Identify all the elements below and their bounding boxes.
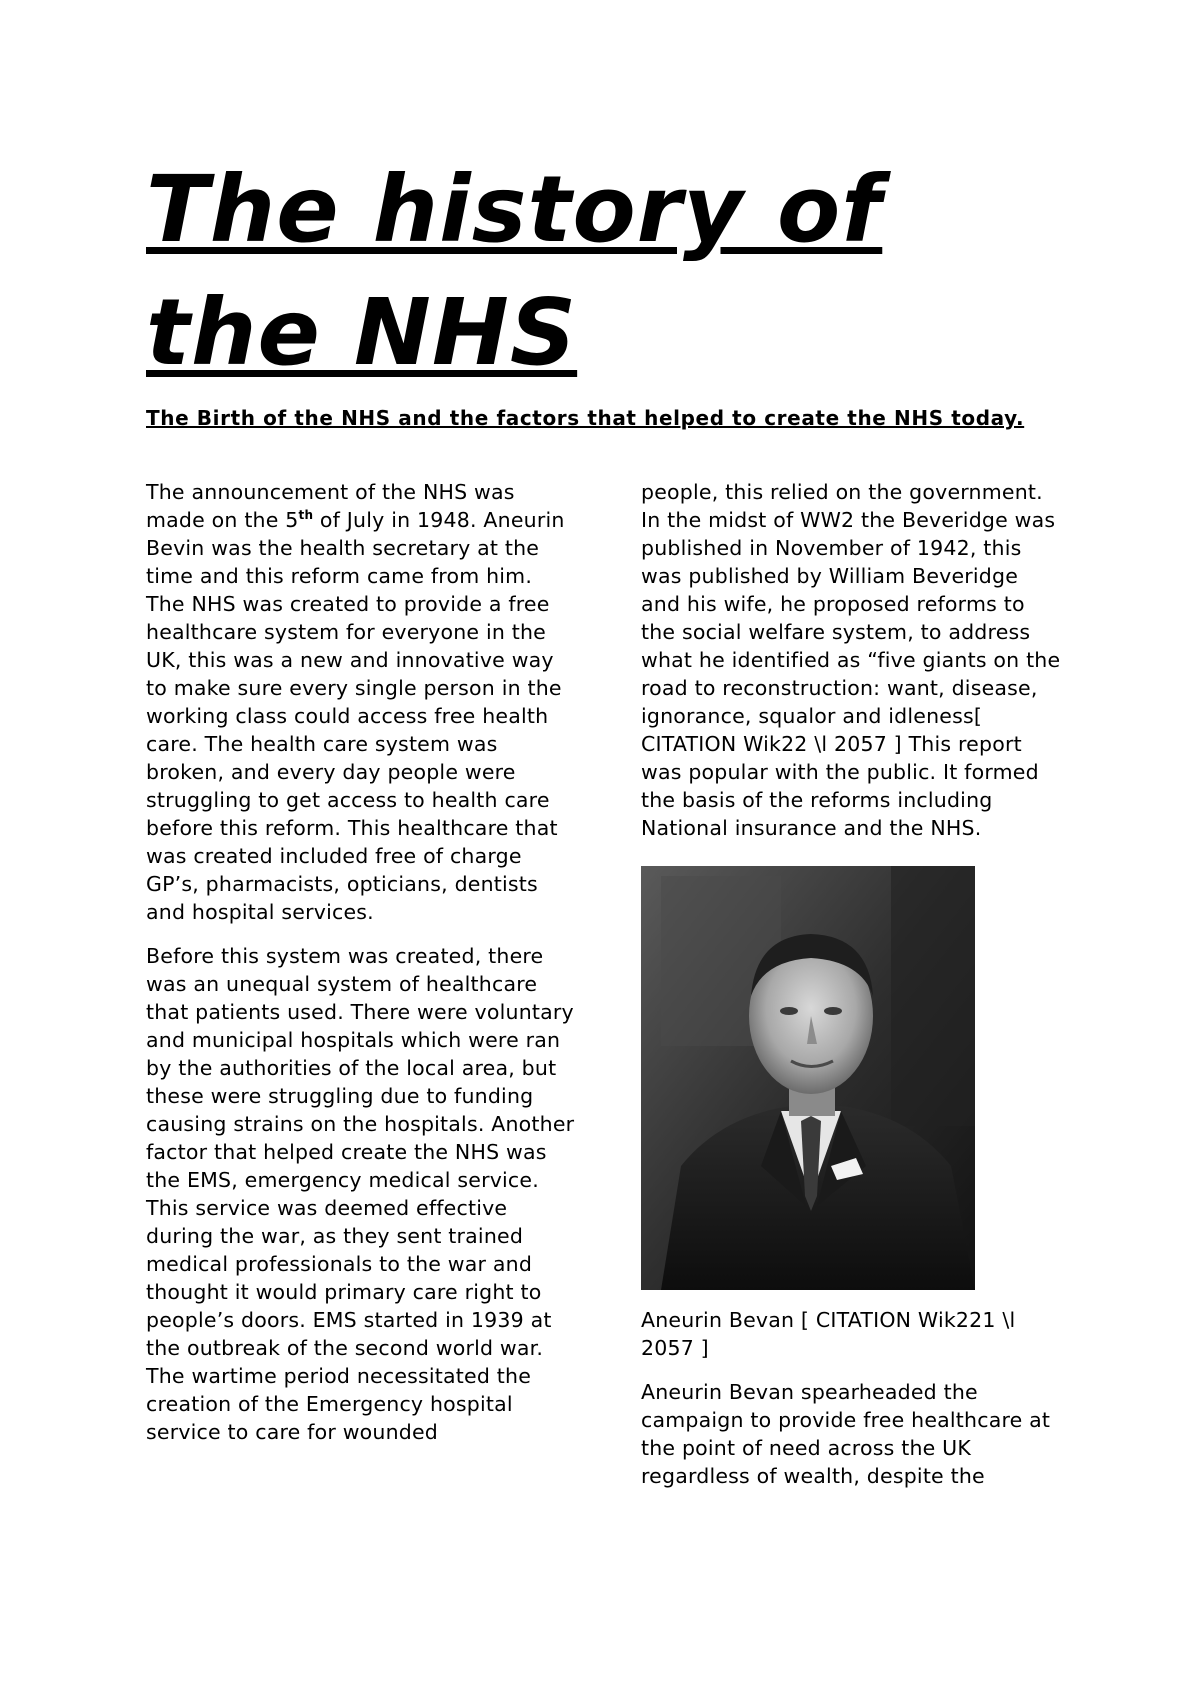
photo-caption: Aneurin Bevan [ CITATION Wik221 \l 2057 ] — [641, 1308, 1016, 1360]
ordinal-suffix: th — [298, 508, 314, 523]
paragraph-announcement-rest: of July in 1948. Aneurin Bevin was the health secretary at the time and this reform came from him. The NHS was created to provide a free healthcare system for everyone in the UK, this was a new and innovative way to make sure every single person in the working class could access free health care. The health care system was broken, and every day people were struggling to get access to health care before this reform. This healthcare that was created included free of charge GP’s, pharmacists, opticians, dentists and hospital services. — [146, 508, 565, 924]
paragraph-announcement-start: The announcement of the NHS was made on the 5 — [146, 480, 515, 532]
title-line-2: the NHS — [146, 279, 578, 386]
page-title — [146, 148, 1046, 394]
paragraph-before-system: Before this system was created, there was an unequal system of healthcare that patients used. There were voluntary and municipal hospitals which were ran by the authorities of the local area, but these were struggling due to funding causing strains on the hospitals. Another factor that helped create the NHS was the EMS, emergency medical service. This service was deemed effective during the war, as they sent trained medical professionals to the war and thought it would primary care right to people’s doors. EMS started in 1939 at the outbreak of the second world war. The wartime period necessitated the creation of the Emergency hospital service to care for wounded — [146, 944, 575, 1444]
title-line-1: The history of — [146, 156, 883, 263]
paragraph-announcement — [146, 478, 576, 926]
subtitle: The Birth of the NHS and the factors that helped to create the NHS today. — [146, 406, 1025, 430]
paragraph-beveridge: people, this relied on the government. In the midst of WW2 the Beveridge was published in November of 1942, this was published by William Beveridge and his wife, he proposed reforms to the social welfare system, to address what he identified as “five giants on the road to reconstruction: want, disease, ignorance, squalor and idleness[ CITATION Wik22 \l 2057 ] This report was popular with the public. It formed the basis of the reforms including National insurance and the NHS. — [641, 480, 1061, 840]
left-column — [146, 478, 576, 1462]
right-column — [641, 478, 1061, 1506]
portrait-photo — [641, 866, 975, 1290]
paragraph-bevan: Aneurin Bevan spearheaded the campaign to provide free healthcare at the point of need across the UK regardless of wealth, despite the — [641, 1380, 1051, 1488]
